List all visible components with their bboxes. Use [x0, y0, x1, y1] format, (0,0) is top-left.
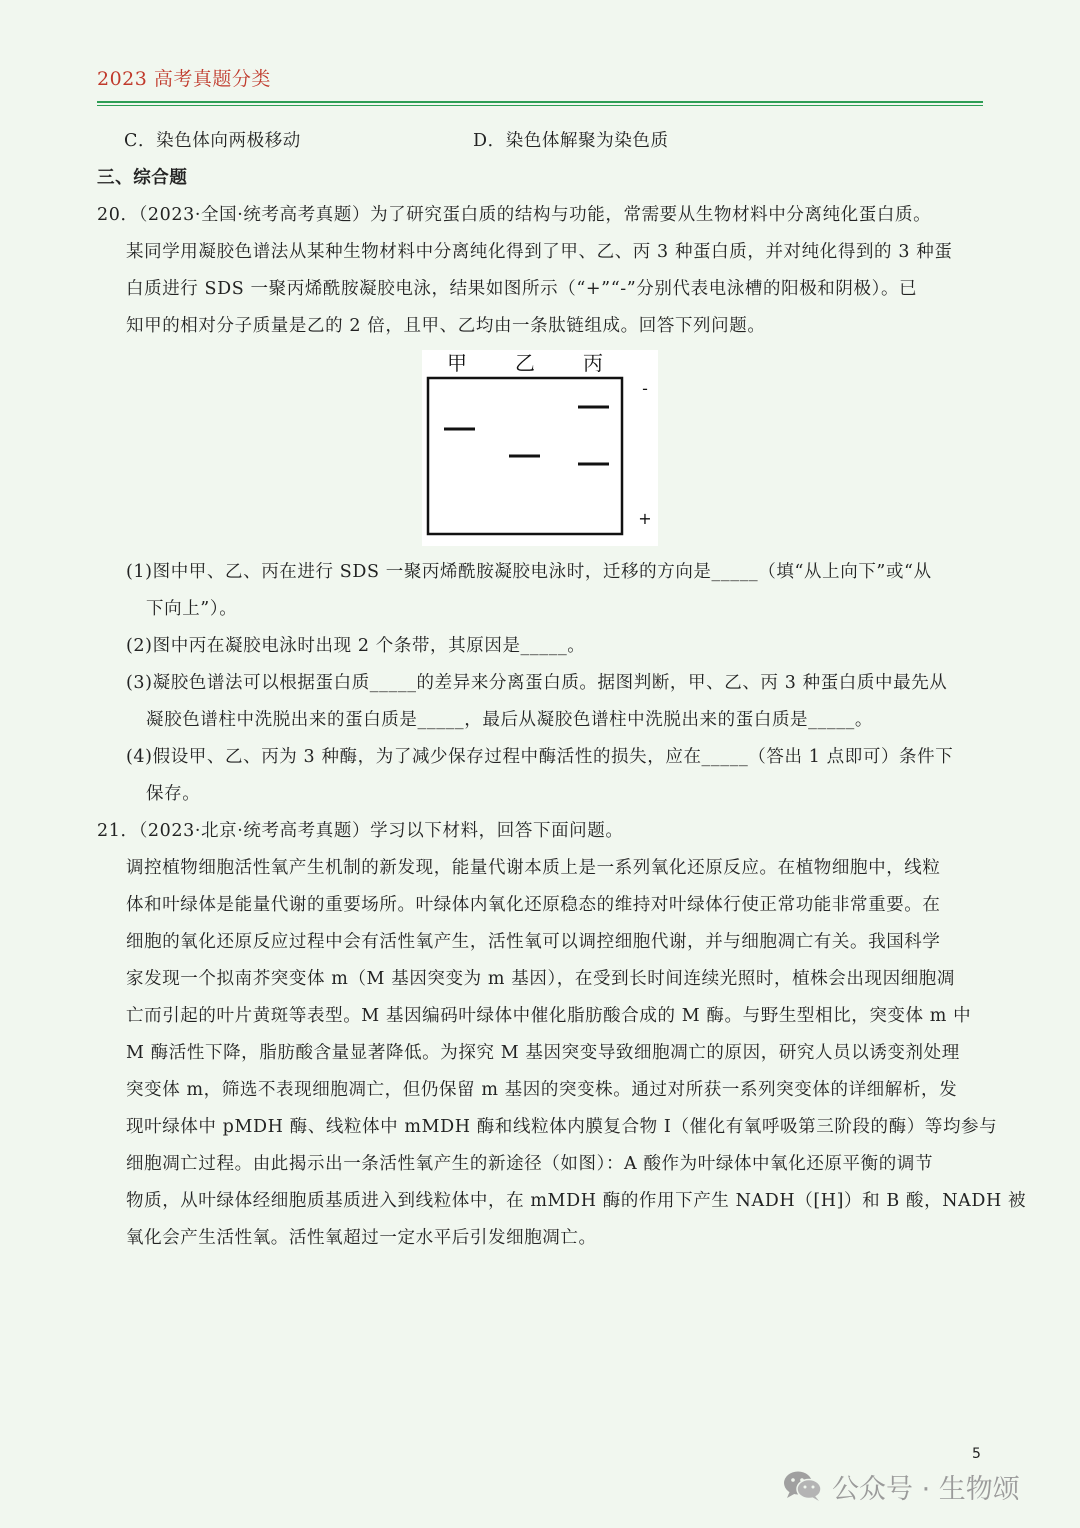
q21-line-3: 细胞的氧化还原反应过程中会有活性氧产生，活性氧可以调控细胞代谢，并与细胞凋亡有关。我国科学 [126, 932, 941, 952]
q21-line-6: M 酶活性下降，脂肪酸含量显著降低。为探究 M 基因突变导致细胞凋亡的原因，研究人员以诱变剂处理 [126, 1043, 960, 1063]
q21-line-4: 家发现一个拟南芥突变体 m（M 基因突变为 m 基因），在受到长时间连续光照时，植株会出现因细胞凋 [126, 969, 956, 989]
header-title: 2023 高考真题分类 [97, 68, 271, 90]
q20-sub-3b: 凝胶色谱柱中洗脱出来的蛋白质是_____，最后从凝胶色谱柱中洗脱出来的蛋白质是_____。 [146, 710, 873, 730]
q20-sub-4a: (4)假设甲、乙、丙为 3 种酶，为了减少保存过程中酶活性的损失，应在_____（答出 1 点即可）条件下 [126, 747, 954, 767]
q21-line-2: 体和叶绿体是能量代谢的重要场所。叶绿体内氧化还原稳态的维持对叶绿体行使正常功能非常重要。在 [126, 895, 941, 915]
section-title: 三、综合题 [97, 168, 188, 188]
q20-sub-3a: (3)凝胶色谱法可以根据蛋白质_____的差异来分离蛋白质。据图判断，甲、乙、丙 3 种蛋白质中最先从 [126, 673, 948, 693]
q21-line-7: 突变体 m，筛选不表现细胞凋亡，但仍保留 m 基因的突变株。通过对所获一系列突变体的详细解析，发 [126, 1080, 958, 1100]
q20-line-3: 白质进行 SDS 一聚丙烯酰胺凝胶电泳，结果如图所示（“+”“-”分别代表电泳槽的阳极和阴极）。已 [126, 279, 918, 299]
q20-sub-4b: 保存。 [146, 784, 201, 804]
lane-label-yi: 乙 [515, 351, 535, 375]
q21-line-9: 细胞凋亡过程。由此揭示出一条活性氧产生的新途径（如图）：A 酸作为叶绿体中氧化还原平衡的调节 [126, 1154, 934, 1174]
q20-sub-1a: (1)图中甲、乙、丙在进行 SDS 一聚丙烯酰胺凝胶电泳时，迁移的方向是_____（填“从上向下”或“从 [126, 562, 932, 582]
header-rule-thin [97, 105, 983, 106]
option-d: D．染色体解聚为染色质 [473, 131, 669, 151]
page-number: 5 [972, 1446, 981, 1462]
header-rule-thick [97, 101, 983, 103]
q21-line-1: 调控植物细胞活性氧产生机制的新发现，能量代谢本质上是一系列氧化还原反应。在植物细胞中，线粒 [126, 858, 941, 878]
q20-sub-2: (2)图中丙在凝胶电泳时出现 2 个条带，其原因是_____。 [126, 636, 586, 656]
q21-line-10: 物质，从叶绿体经细胞质基质进入到线粒体中，在 mMDH 酶的作用下产生 NADH（[H]）和 B 酸，NADH 被 [126, 1191, 1027, 1211]
lane-label-bing: 丙 [583, 351, 603, 375]
q20-line-1: 20．（2023·全国·统考高考真题）为了研究蛋白质的结构与功能，常需要从生物材料中分离纯化蛋白质。 [97, 205, 932, 225]
q21-line-8: 现叶绿体中 pMDH 酶、线粒体中 mMDH 酶和线粒体内膜复合物 I（催化有氧呼吸第三阶段的酶）等均参与 [126, 1117, 998, 1137]
q20-line-2: 某同学用凝胶色谱法从某种生物材料中分离纯化得到了甲、乙、丙 3 种蛋白质，并对纯化得到的 3 种蛋 [126, 242, 953, 262]
q21-line-5: 亡而引起的叶片黄斑等表型。M 基因编码叶绿体中催化脂肪酸合成的 M 酶。与野生型相比，突变体 m 中 [126, 1006, 972, 1026]
watermark-text: 公众号 · 生物颂 [832, 1473, 1020, 1505]
wechat-icon [782, 1469, 824, 1503]
q20-line-4: 知甲的相对分子质量是乙的 2 倍，且甲、乙均由一条肽链组成。回答下列问题。 [126, 316, 766, 336]
q20-sub-1b: 下向上”）。 [146, 599, 238, 619]
electrophoresis-figure [422, 350, 658, 546]
q21-line-11: 氧化会产生活性氧。活性氧超过一定水平后引发细胞凋亡。 [126, 1228, 597, 1248]
option-c: C．染色体向两极移动 [124, 131, 301, 151]
watermark [782, 1466, 1020, 1506]
q21-title: 21．（2023·北京·统考高考真题）学习以下材料，回答下面问题。 [97, 821, 624, 841]
cathode-label: - [642, 379, 648, 398]
anode-label: + [638, 509, 652, 528]
lane-label-jia: 甲 [447, 351, 467, 375]
